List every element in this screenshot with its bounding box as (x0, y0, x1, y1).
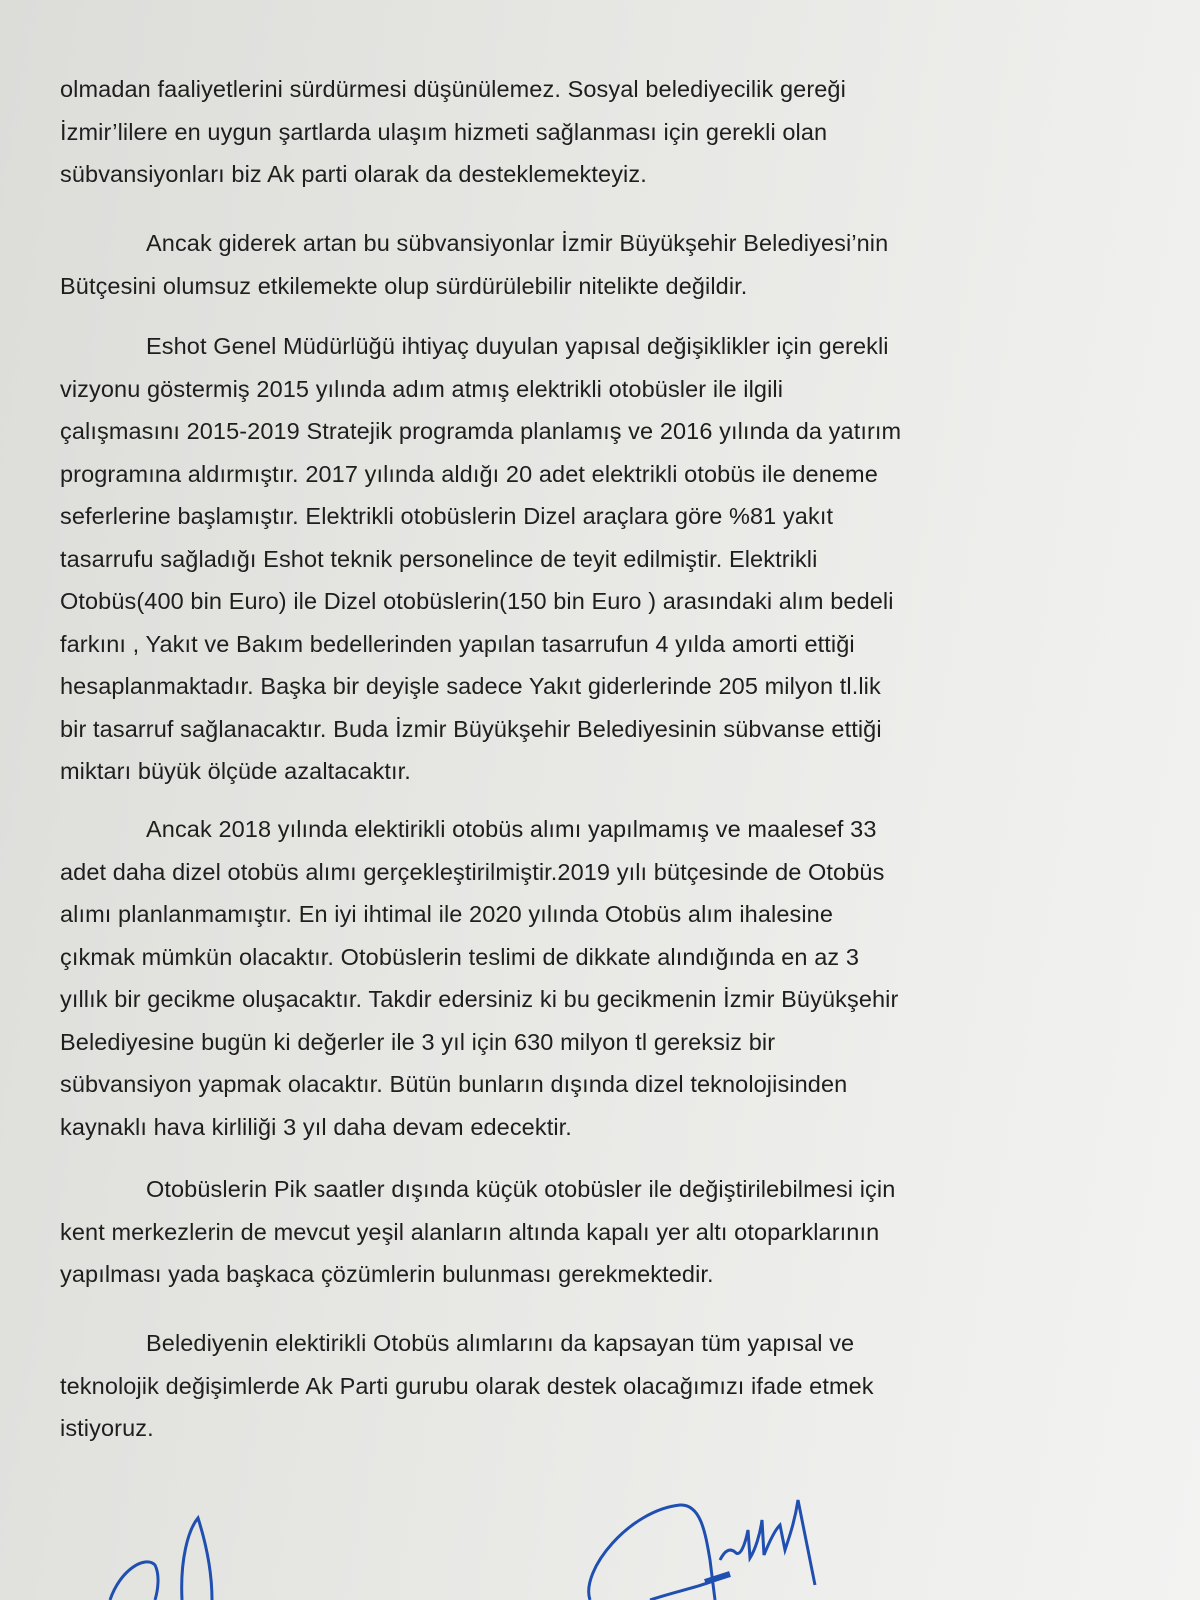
text-line: olmadan faaliyetlerini sürdürmesi düşünülemez. Sosyal belediyecilik gereği (60, 76, 846, 102)
text-line: farkını , Yakıt ve Bakım bedellerinden yapılan tasarrufun 4 yılda amorti ettiği (60, 630, 855, 657)
text-line: Belediyesine bugün ki değerler ile 3 yıl için 630 milyon tl gereksiz bir (60, 1028, 776, 1055)
paragraph-5 (60, 1168, 1160, 1296)
signature-right (570, 1490, 990, 1600)
text-line: sübvansiyonları biz Ak parti olarak da desteklemekteyiz. (60, 161, 647, 187)
text-line: kaynaklı hava kirliliği 3 yıl daha devam edecektir. (60, 1113, 572, 1140)
text-line: çıkmak mümkün olacaktır. Otobüslerin teslimi de dikkate alındığında en az 3 (60, 943, 860, 970)
signature-left (100, 1500, 250, 1600)
text-line: yıllık bir gecikme oluşacaktır. Takdir edersiniz ki bu gecikmenin İzmir Büyükşehir (60, 986, 899, 1012)
paragraph-2 (60, 222, 1160, 307)
text-line: tasarrufu sağladığı Eshot teknik personelince de teyit edilmiştir. Elektrikli (60, 545, 818, 572)
text-line: programına aldırmıştır. 2017 yılında aldığı 20 adet elektrikli otobüs ile deneme (60, 460, 878, 487)
paragraph-6 (60, 1322, 1160, 1450)
text-line: alımı planlanmamıştır. En iyi ihtimal ile 2020 yılında Otobüs alım ihalesine (60, 901, 834, 927)
text-line: bir tasarruf sağlanacaktır. Buda İzmir Büyükşehir Belediyesinin sübvanse ettiği (60, 715, 882, 742)
text-line: kent merkezlerin de mevcut yeşil alanların altında kapalı yer altı otoparklarının (60, 1218, 880, 1245)
text-line: İzmir’lilere en uygun şartlarda ulaşım hizmeti sağlanması için gerekli olan (60, 118, 828, 145)
paragraph-4 (60, 808, 1160, 1148)
text-line: Ancak giderek artan bu sübvansiyonlar İzmir Büyükşehir Belediyesi’nin (146, 230, 889, 256)
text-line: istiyoruz. (60, 1415, 154, 1441)
paragraph-1 (60, 68, 1160, 196)
text-line: Eshot Genel Müdürlüğü ihtiyaç duyulan yapısal değişiklikler için gerekli (146, 333, 889, 359)
text-line: çalışmasını 2015-2019 Stratejik programda planlamış ve 2016 yılında da yatırım (60, 418, 902, 444)
text-line: teknolojik değişimlerde Ak Parti gurubu olarak destek olacağımızı ifade etmek (60, 1372, 874, 1399)
text-line: Otobüslerin Pik saatler dışında küçük otobüsler ile değiştirilebilmesi için (146, 1176, 896, 1202)
text-line: Otobüs(400 bin Euro) ile Dizel otobüslerin(150 bin Euro ) arasındaki alım bedeli (60, 588, 894, 614)
text-line: seferlerine başlamıştır. Elektrikli otobüslerin Dizel araçlara göre %81 yakıt (60, 503, 834, 529)
text-line: Bütçesini olumsuz etkilemekte olup sürdürülebilir nitelikte değildir. (60, 272, 748, 299)
text-line: adet daha dizel otobüs alımı gerçekleştirilmiştir.2019 yılı bütçesinde de Otobüs (60, 858, 885, 885)
text-line: miktarı büyük ölçüde azaltacaktır. (60, 758, 411, 784)
text-line: hesaplanmaktadır. Başka bir deyişle sadece Yakıt giderlerinde 205 milyon tl.lik (60, 673, 881, 699)
text-line: Belediyenin elektirikli Otobüs alımlarını da kapsayan tüm yapısal ve (146, 1330, 855, 1356)
paragraph-3 (60, 325, 1160, 793)
text-line: sübvansiyon yapmak olacaktır. Bütün bunların dışında dizel teknolojisinden (60, 1071, 848, 1097)
text-line: yapılması yada başkaca çözümlerin bulunması gerekmektedir. (60, 1261, 714, 1287)
text-line: Ancak 2018 yılında elektirikli otobüs alımı yapılmamış ve maalesef 33 (146, 816, 877, 842)
text-line: vizyonu göstermiş 2015 yılında adım atmış elektrikli otobüsler ile ilgili (60, 375, 784, 402)
